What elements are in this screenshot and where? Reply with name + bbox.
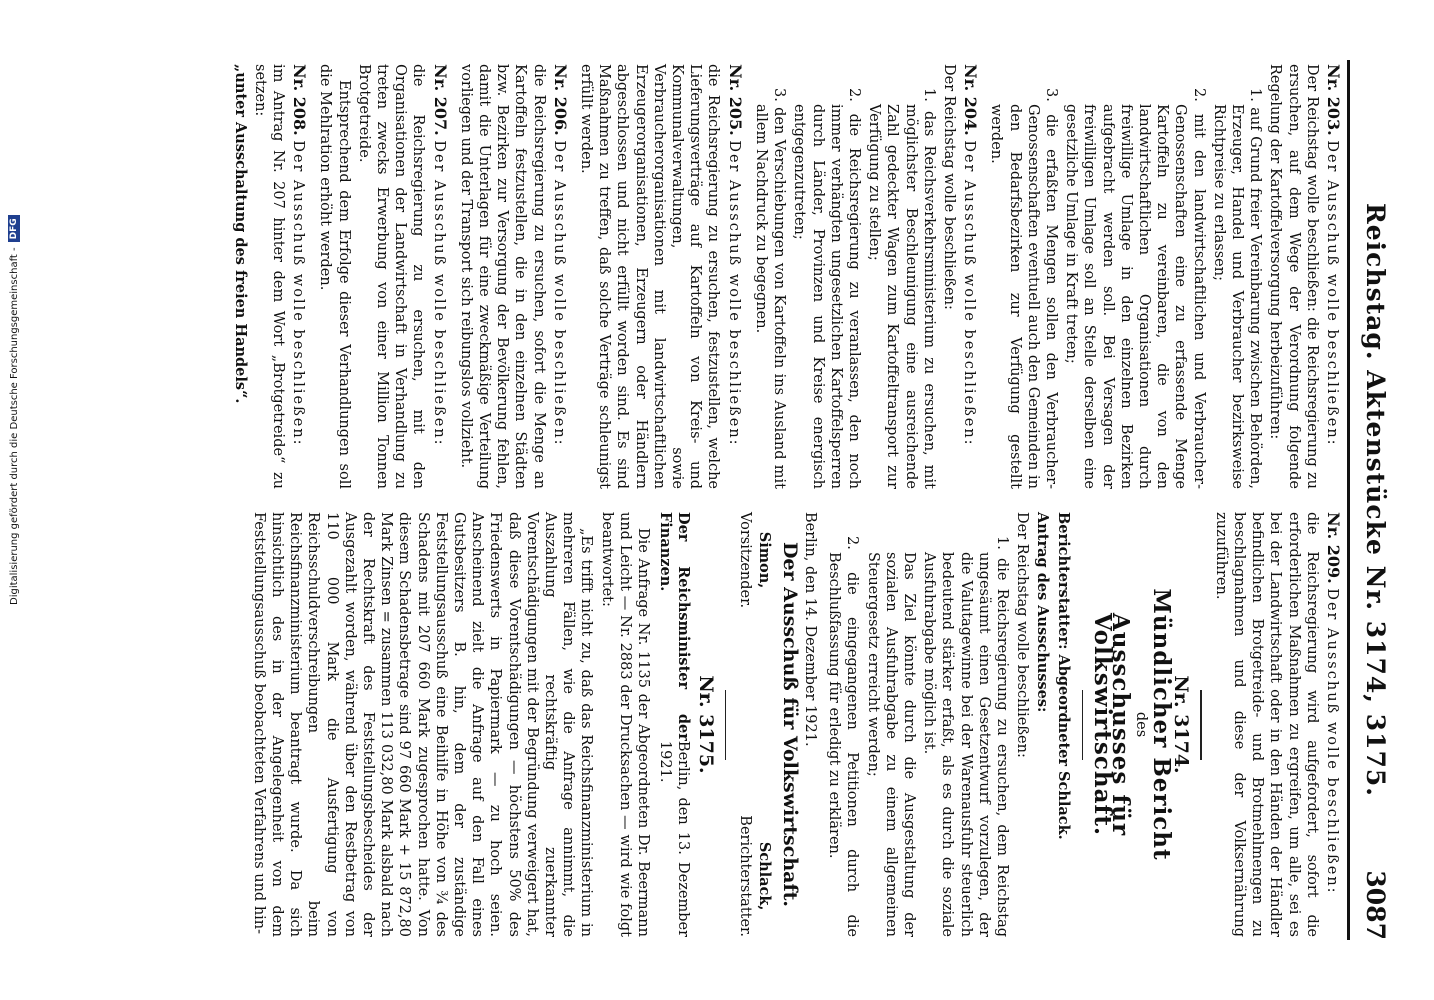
signature-role: Berichterstatter.	[737, 815, 754, 937]
section-divider	[1200, 690, 1202, 760]
section-divider	[1082, 690, 1084, 760]
motion-number: Nr. 205.	[725, 64, 745, 136]
motion-intro: Der Ausschuß wolle beschließen:	[290, 140, 307, 447]
motion-lead: Der Reichstag wolle beschließen: die Reichsregierung zu ersuchen, auf dem Wege der Verordnung folgende Regelung der Kartoffelversorgung herbeizuführen:	[1267, 64, 1320, 489]
motion-intro: Der Ausschuß wolle beschließen:	[1324, 588, 1340, 895]
signature-name: Simon,	[755, 531, 773, 589]
signature-role: Vorsitzender.	[737, 512, 754, 609]
motion-number: Nr. 209.	[1324, 512, 1343, 584]
motion-item: 3. die erfaßten Mengen sollen den Verbraucher-Genossenschaften eventuell auch den Gemeinden in den Bedarfsbezirken zur Verfügung gestellt werden.	[988, 88, 1059, 489]
motion-body: die Reichsregierung zu ersuchen, festzustellen, welche Lieferungsverträge auf Kartoffeln von Kreis- und Kommunalverwaltungen, sowie Verbraucherorganisationen mit landwirtschaftlichen Erzeugerorganisationen, Erzeugern oder Händlern abgeschlossen und nicht erfüllt worden sind. Es sind Maßnahmen zu treffen, daß solche Verträge schleunigst erfüllt werden.	[578, 64, 722, 489]
motion-item: 1. das Reichsverkehrsministerium zu ersuchen, mit möglichster Beschleunigung eine ausreichende Zahl gedeckter Wagen zum Kartoffeltransport zur Verfügung zu stellen;	[866, 88, 937, 489]
motion-209	[1323, 512, 1342, 937]
motion-body: die Reichsregierung zu ersuchen, mit den Organisationen der Landwirtschaft in Verhandlung zu treten zwecks Erwerbung von einer Million Tonnen Brotgetreide.	[355, 64, 427, 489]
motion-item-continued: Das Ziel könnte durch die Ausgestaltung der sozialen Ausfuhrabgabe zu einem allgemeinen Steuergesetz erreicht werden;	[864, 552, 917, 937]
letter-paragraph: Die Anfrage Nr. 1135 der Abgeordneten Dr. Beermann und Leicht — Nr. 2883 der Drucksachen — wird wie folgt beantwortet:	[598, 512, 651, 937]
motion-number: Nr. 206.	[550, 64, 570, 136]
report-date: Berlin, den 14. Dezember 1921.	[801, 512, 818, 747]
section-divider	[725, 690, 727, 760]
motion-body: im Antrag Nr. 207 hinter dem Wort „Brotgetreide“ zu setzen:	[251, 64, 287, 489]
motion-204	[960, 64, 979, 489]
motion-206	[550, 64, 569, 489]
signature-rapporteur	[736, 815, 772, 937]
motion-intro: Der Ausschuß wolle beschließen:	[550, 140, 567, 447]
motion-item: 3. den Verschiebungen von Kartoffeln ins Ausland mit allem Nachdruck zu begegnen.	[752, 88, 788, 489]
dfg-logo: DFG	[8, 215, 20, 242]
motion-lead: Der Reichstag wolle beschließen:	[1014, 512, 1031, 758]
signatures	[736, 512, 772, 937]
report-subtitle: Ausschusses für Volkswirtschaft.	[1089, 612, 1135, 837]
motion-body: Entsprechend dem Erfolge dieser Verhandlungen soll die Mehlration erhöht werden.	[317, 64, 352, 489]
motion-207	[429, 64, 448, 489]
motion-number: Nr. 208.	[290, 64, 310, 136]
motion-203	[1323, 64, 1342, 489]
motion-quote: „unter Ausschaltung des freien Handels“.	[231, 64, 249, 404]
motion-208	[289, 64, 308, 489]
motion-item: 1. auf Grund freier Vereinbarung zwischen Behörden, Erzeuger, Handel und Verbraucher bezirksweise Richtpreise zu erlassen;	[1210, 88, 1264, 489]
signature-chair	[736, 512, 772, 608]
signature-name: Schlack,	[755, 841, 773, 911]
footer-text: Digitalisierung gefördert durch die Deutsche Forschungsgemeinschaft -	[8, 247, 20, 605]
motion-intro: Der Ausschuß wolle beschließen:	[1324, 140, 1340, 447]
motion-item: 2. die eingegangenen Petitionen durch die Beschlußfassung für erledigt zu erklären.	[826, 536, 861, 937]
page-header-title: Reichstag. Aktenstücke Nr. 3174, 3175.	[1361, 203, 1390, 797]
document-number: Nr. 3174.	[1170, 675, 1193, 774]
letter-date: Berlin, den 13. Dezember 1921.	[657, 740, 692, 937]
motion-body: die Reichsregierung wird aufgefordert, sofort die erforderlichen Maßnahmen zu ergreifen, um alle, sei es bei der Landwirtschaft oder in den Händen der Händler befindlichen Brotgetreide- und Brotmehlmengen zu beschlagnahmen und diese der Volksernährung zuzuführen.	[1212, 512, 1320, 937]
committee-motion-heading: Antrag des Ausschusses:	[1034, 512, 1052, 713]
motion-number: Nr. 204.	[961, 64, 981, 136]
page-header	[1354, 60, 1398, 940]
motion-number: Nr. 207.	[430, 64, 450, 136]
motion-intro: Der Ausschuß wolle beschließen:	[961, 140, 978, 447]
left-column	[228, 64, 1342, 489]
right-column	[248, 512, 1342, 937]
motion-item: 2. die Reichsregierung zu veranlassen, den noch immer verhängten ungesetzlichen Kartoffelsperren durch Länder, Provinzen und Kreise energisch entgegenzutreten;	[791, 88, 862, 489]
letter-sender: Der Reichsminister der Finanzen.	[657, 512, 693, 741]
rapporteur: Berichterstatter: Abgeordneter Schlack.	[1054, 512, 1072, 840]
motion-lead: Der Reichstag wolle beschließen:	[940, 64, 957, 310]
page-number: 3087	[1361, 870, 1390, 940]
report-title: Mündlicher Bericht	[1147, 588, 1175, 861]
motion-205	[725, 64, 744, 489]
motion-body: die Reichsregierung zu ersuchen, sofort die Menge an Kartoffeln festzustellen, die in den einzelnen Städten bzw. Bezirken zur Versorgung der Bevölkerung fehlen, damit die Unterlagen für eine zweckmäßige Verteilung vorliegen und der Transport sich reibungslos vollzieht.	[457, 64, 547, 489]
header-rule	[1347, 60, 1350, 940]
report-des: des	[1132, 711, 1149, 738]
motion-item: 2. mit den landwirtschaftlichen und Verbraucher-Genossenschaften eine zu erfassende Menge Kartoffeln zu vereinbaren, die von den landwirtschaftlichen Organisationen durch freiwillige Umlage in den einzelnen Bezirken aufgebracht werden soll. Bei Versagen der freiwilligen Umlage soll an Stelle derselben eine gesetzliche Umlage in Kraft treten;	[1063, 88, 1207, 489]
letter-paragraph: „Es trifft nicht zu, daß das Reichsfinanzministerium in mehreren Fällen, wie die Anfrage annimmt, die Auszahlung rechtskräftig zuerkannter Vorentschädigungen mit der Begründung verweigert hat, daß diese Vorentschädigungen — höchstens 50% des Friedenswerts in Papiermark — zu hoch seien. Anscheinend zielt die Anfrage auf den Fall eines Gutsbesitzers B. hin, dem der zuständige Feststellungsausschuß eine Beihilfe in Höhe von ¾ des Schadens mit 207 660 Mark zugesprochen hatte. Von diesem Schadensbetrage sind 97 660 Mark + 15 872,80 Mark Zinsen = zusammen 113 032,80 Mark alsbald nach der Rechtskraft des Feststellungsbescheides der Ausgezahlt worden, während über den Restbetrag von 110 000 Mark die Ausfertigung von Reichsschuldverschreibungen beim Reichsfinanzministerium beantragt wurde. Da sich hinsichtlich des in der Angelegenheit von dem Feststellungsausschuß beobachteten Verfahrens und hin-	[250, 512, 595, 937]
motion-item: 1. die Reichsregierung zu ersuchen, dem Reichstag ungesäumt einen Gesetzentwurf vorzulegen, der die Valutagewinne bei der Warenausfuhr steuerlich bedeutend stärker erfaßt, als es durch die soziale Ausfuhrabgabe möglich ist.	[921, 536, 1010, 937]
motion-intro: Der Ausschuß wolle beschließen:	[725, 140, 742, 447]
letter-header	[656, 512, 692, 937]
motion-number: Nr. 203.	[1324, 64, 1343, 136]
document-number: Nr. 3175.	[694, 675, 717, 774]
digitization-footer	[8, 215, 20, 605]
committee-name: Der Ausschuß für Volkswirtschaft.	[778, 541, 801, 908]
motion-intro: Der Ausschuß wolle beschließen:	[430, 140, 447, 447]
